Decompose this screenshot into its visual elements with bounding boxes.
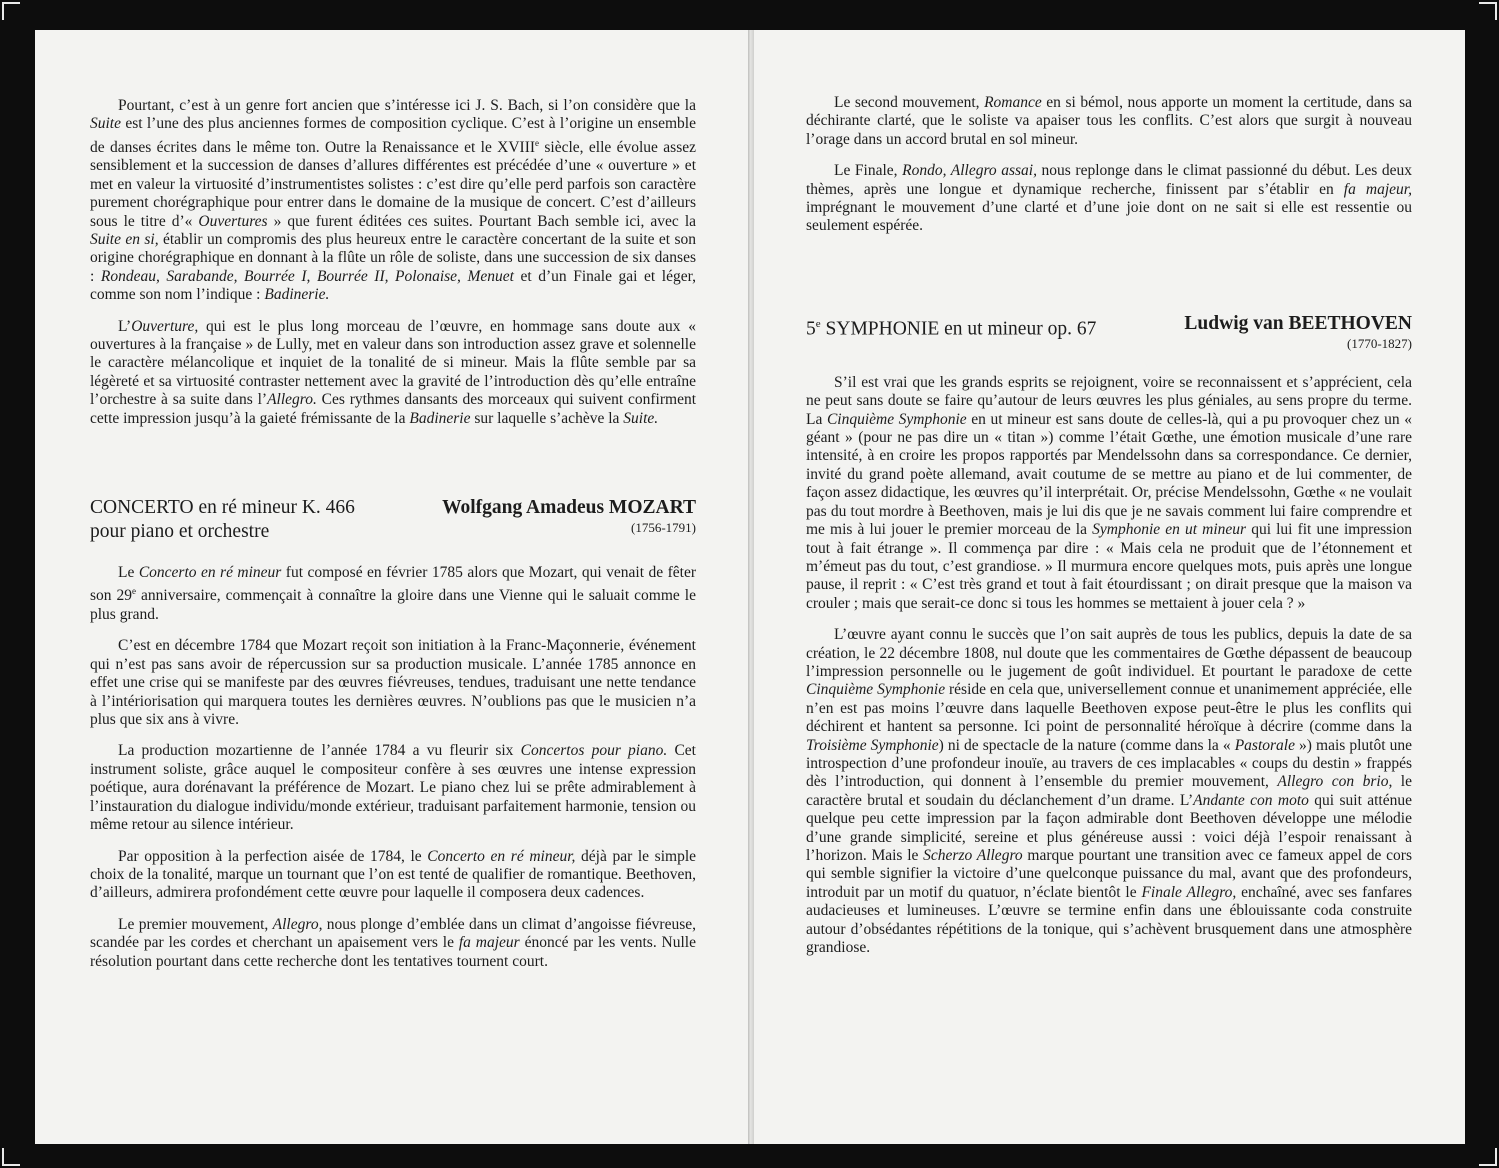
mozart-heading: [90, 496, 696, 544]
mozart-text: [90, 564, 696, 971]
paragraph: Le Concerto en ré mineur fut composé en février 1785 alors que Mozart, qui venait de fêter son 29e anniversaire, commençait à connaître la gloire dans une Vienne qui le saluait comme le plus grand.: [90, 564, 696, 624]
paragraph: Le second mouvement, Romance en si bémol, nous apporte un moment la certitude, dans sa déchirante clarté, que le soliste va apaiser tous les conflits. C’est alors que surgit à nouveau l’orage dans un accord brutal en sol mineur.: [806, 94, 1412, 148]
mozart-continued-text: [806, 94, 1412, 236]
beethoven-heading: [806, 312, 1412, 352]
composer-dates: (1770-1827): [1347, 335, 1412, 351]
paragraph: Pourtant, c’est à un genre fort ancien que s’intéresse ici J. S. Bach, si l’on considère que la Suite est l’une des plus anciennes formes de composition cyclique. C’est à l’origine un ensemble de danses écrites dans le même ton. Outre la Renaissance et le XVIIIe siècle, elle évolue assez sensiblement et la succession de danses d’allures différentes est précédée d’une « ouverture » et met en valeur la virtuosité d’instrumentistes solistes : c’est dire qu’elle perd parfois son caractère purement chorégraphique pour entrer dans le domaine de la musique de concert. C’est d’ailleurs sous le titre d’« Ouvertures » que furent éditées ces suites. Pourtant Bach semble ici, avec la Suite en si, établir un compromis des plus heureux entre le caractère concertant de la suite et son origine chorégraphique en donnant à la flûte un rôle de soliste, dans une succession de six danses : Rondeau, Sarabande, Bourrée I, Bourrée II, Polonaise, Menuet et d’un Finale gai et léger, comme son nom l’indique : Badinerie.: [90, 97, 697, 304]
paragraph: S’il est vrai que les grands esprits se rejoignent, voire se reconnaissent et s’apprécient, cela ne peut sans doute se faire qu’autour de leurs œuvres les plus géniales, au sens propre du terme. La Cinquième Symphonie en ut mineur est sans doute de celles-là, qui a pu provoquer chez un « géant » (pour ne pas dire un « titan ») comme l’était Gœthe, une émotion musicale d’une rare intensité, à en croire les propos rapportés par Mendelssohn dans sa correspondance. Ce dernier, invité du grand poète allemand, avait coutume de se mettre au piano et de lui commenter, de façon assez didactique, les œuvres qu’il interprétait. Or, précise Mendelssohn, Gœthe « ne voulait pas du tout mordre à Beethoven, mais je lui dis que je ne savais comment lui faire comprendre et me mis à lui jouer le premier morceau de la Symphonie en ut mineur qui lui fit une impression tout à fait étrange ». Il commença par dire : « Mais cela ne produit que de l’étonnement et m’émeut pas du tout, c’est grandiose. » Il murmura encore quelques mots, puis après une longue pause, il reprit : « C’est très grand et tout à fait étourdissant ; on dirait presque que la maison va crouler ; mais que serait-ce donc si tous les hommes se mettaient à jouer cela ? »: [806, 373, 1412, 612]
paragraph: Le premier mouvement, Allegro, nous plonge d’emblée dans un climat d’angoisse fiévreuse, scandée par les cordes et cherchant un apaisement vers le fa majeur énoncé par les vents. Nulle résolution pourtant dans cette recherche dont les tentatives tournent court.: [90, 915, 696, 970]
paragraph: L’œuvre ayant connu le succès que l’on sait auprès de tous les publics, depuis la date de sa création, le 22 décembre 1808, nul doute que les commentaires de Gœthe dépassent de beaucoup l’impression personnelle ou le jugement de goût individuel. Et pourtant le paradoxe de cette Cinquième Symphonie réside en cela que, universellement connue et unanimement appréciée, elle n’en est pas moins l’œuvre dans laquelle Beethoven expose peut-être le plus les conflits qui déchirent et hantent sa personne. Ici point de personnalité héroïque à décrire (comme dans la Troisième Symphonie) ni de spectacle de la nature (comme dans la « Pastorale ») mais plutôt une introspection d’une profondeur inouïe, au travers de ces implacables « coups du destin » frappés dès l’introduction, qui donnent à l’ensemble du premier mouvement, Allegro con brio, le caractère brutal et soudain du déclanchement d’un drame. L’Andante con moto qui suit atténue quelque peu cette impression par la façon admirable dont Beethoven développe une mélodie d’une grande simplicité, sereine et plus généreuse aussi : voici déjà l’espoir renaissant à l’horizon. Mais le Scherzo Allegro marque pourtant une transition avec ce fameux appel de cors qui semble signifier la victoire d’une quelconque puissance du mal, avant que des profondeurs, introduit par un motif du quatuor, n’éclate bientôt le Finale Allegro, enchaîné, avec ses fanfares audacieuses et lumineuses. L’œuvre se termine enfin dans une éblouissante coda construite autour d’obsédantes répétitions de la tonique, qui s’achèvent brusquement dans une atmosphère grandiose.: [806, 626, 1412, 957]
work-title: CONCERTO en ré mineur K. 466 pour piano et orchestre: [90, 497, 355, 543]
beethoven-text: [806, 374, 1412, 958]
crop-mark: [2, 2, 20, 20]
crop-mark: [1479, 2, 1497, 20]
composer-name: Ludwig van BEETHOVEN: [1184, 312, 1412, 334]
left-page: [35, 30, 748, 1144]
paragraph: La production mozartienne de l’année 1784 a vu fleurir six Concertos pour piano. Cet instrument soliste, grâce auquel le compositeur confère à ses œuvres une intense expression poétique, aura dorénavant la préférence de Mozart. Le piano chez lui se prête admirablement à l’instauration du dialogue individu/monde extérieur, traduisant parfaitement harmonie, tension ou même retour au silence intérieur.: [90, 742, 696, 834]
work-title: 5e SYMPHONIE en ut mineur op. 67: [806, 317, 1097, 340]
composer: [442, 496, 696, 536]
composer-dates: (1756-1791): [631, 520, 696, 536]
paragraph: L’Ouverture, qui est le plus long morceau de l’œuvre, en hommage sans doute aux « ouvertures à la française » de Lully, met en valeur dans son introduction assez grave et solennelle le caractère mélancolique et inquiet de la tonalité de si mineur. Mais la flûte semble par sa légèreté et sa virtuosité contraster nettement avec la gravité de l’introduction dès qu’elle entraîne l’orchestre à sa suite dans l’Allegro. Ces rythmes dansants des morceaux qui suivent confirment cette impression jusqu’à la gaieté frémissante de la Badinerie sur laquelle s’achève la Suite.: [90, 317, 696, 427]
crop-mark: [1479, 1148, 1497, 1166]
crop-mark: [2, 1148, 20, 1166]
bach-text: [90, 97, 696, 428]
right-page: [754, 30, 1465, 1144]
composer-name: Wolfgang Amadeus MOZART: [442, 497, 696, 519]
paragraph: Le Finale, Rondo, Allegro assai, nous replonge dans le climat passionné du début. Les deux thèmes, après une longue et dynamique recherche, finissent par s’établir en fa majeur, imprégnant le mouvement d’une clarté et d’une joie dont on ne sait si elle est ressentie ou seulement espérée.: [806, 162, 1412, 235]
paragraph: Par opposition à la perfection aisée de 1784, le Concerto en ré mineur, déjà par le simple choix de la tonalité, marque un tournant que l’on est tenté de qualifier de romantique. Beethoven, d’ailleurs, admirera profondément cette œuvre pour laquelle il composera deux cadences.: [90, 847, 697, 902]
composer: [1184, 312, 1412, 352]
paragraph: C’est en décembre 1784 que Mozart reçoit son initiation à la Franc-Maçonnerie, événement qui n’est pas sans avoir de répercussion sur sa production musicale. L’année 1785 annonce en effet une crise qui se manifeste par des œuvres fiévreuses, tendues, traduisant une nette tendance à l’intériorisation qui marquera toutes les dernières œuvres. N’oublions pas que le musicien n’a plus que six ans à vivre.: [90, 637, 696, 729]
